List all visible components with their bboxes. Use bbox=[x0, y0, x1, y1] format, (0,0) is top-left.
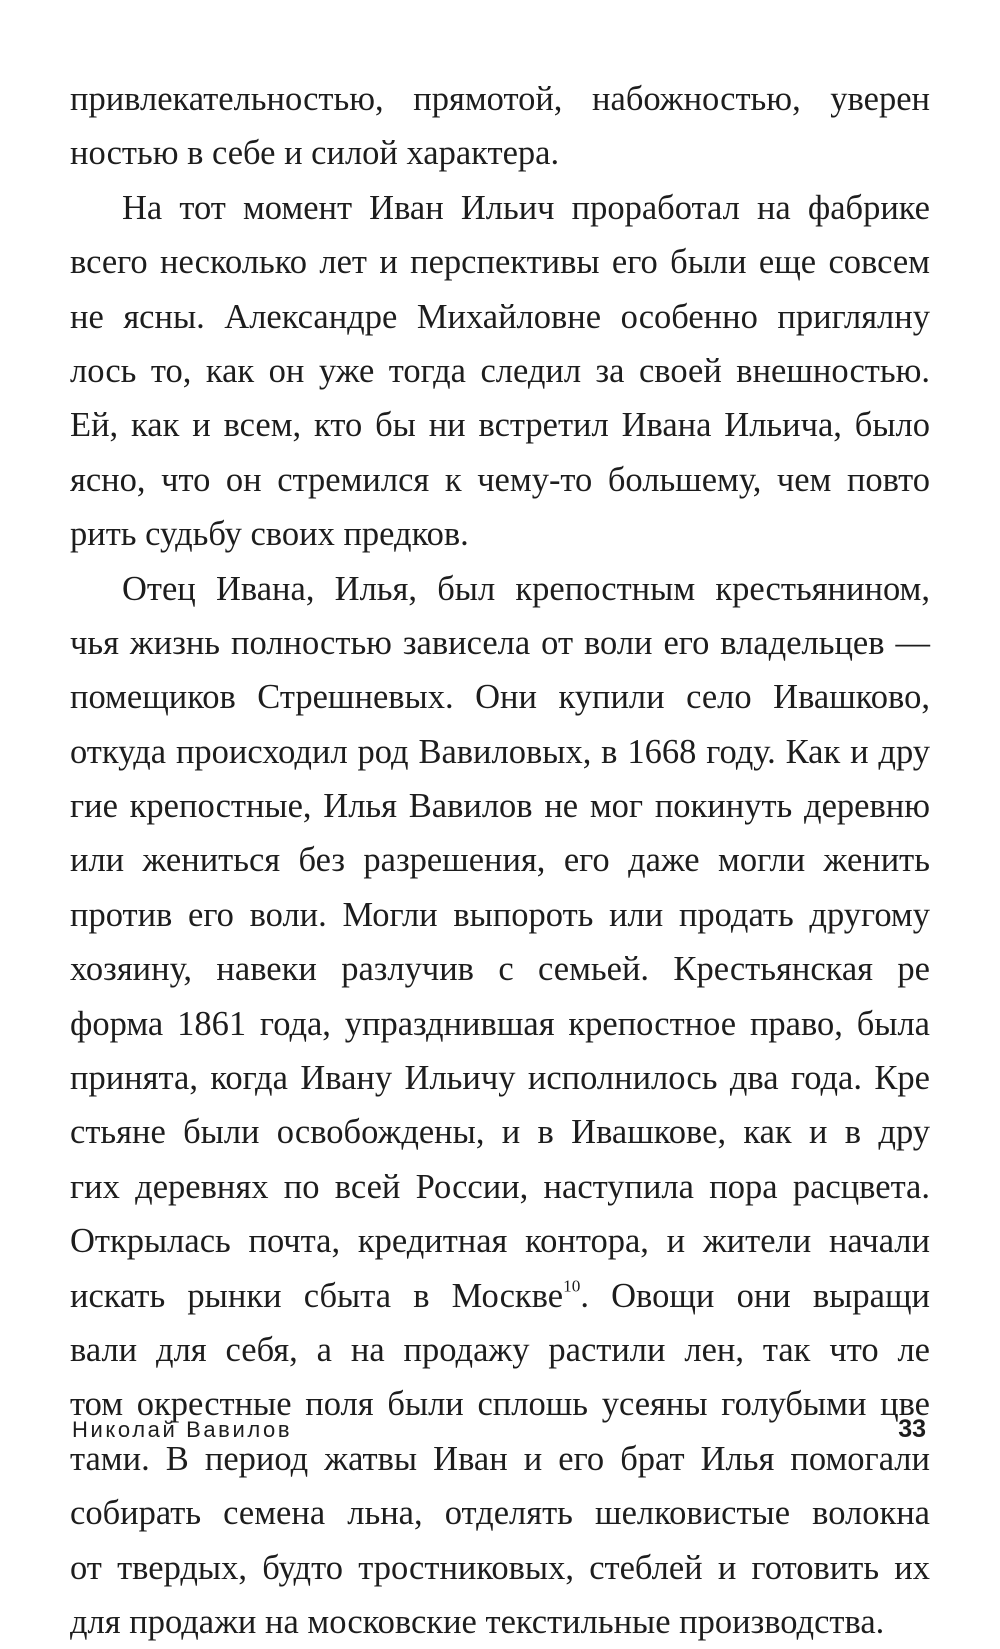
text-line: или жениться без разрешения, его даже могли женить bbox=[70, 841, 930, 880]
text-line: гие крепостные, Илья Вавилов не мог покинуть деревню bbox=[70, 787, 930, 826]
text-line: ясно, что он стремился к чему-то большему, чем повто bbox=[70, 460, 930, 499]
text-segment: искать рынки сбыта в Москве bbox=[70, 1276, 564, 1315]
body-text bbox=[70, 72, 930, 1649]
paragraph-1 bbox=[70, 72, 930, 181]
text-line: всего несколько лет и перспективы его были еще совсем bbox=[70, 243, 930, 282]
text-line-with-footnote bbox=[70, 1269, 930, 1323]
text-line: Ей, как и всем, кто бы ни встретил Ивана Ильича, было bbox=[70, 406, 930, 445]
text-line: том окрестные поля были сплошь усеяны голубыми цве bbox=[70, 1385, 930, 1424]
text-line: откуда происходил род Вавиловых, в 1668 году. Как и дру bbox=[70, 732, 930, 771]
text-line: собирать семена льна, отделять шелковистые волокна bbox=[70, 1494, 930, 1533]
text-line: стьяне были освобождены, и в Ивашкове, как и в дру bbox=[70, 1113, 930, 1152]
text-line: ностью в себе и силой характера. bbox=[70, 134, 560, 173]
text-line: помещиков Стрешневых. Они купили село Ивашково, bbox=[70, 678, 930, 717]
running-footer-title: Николай Вавилов bbox=[72, 1417, 293, 1442]
text-line: рить судьбу своих предков. bbox=[70, 515, 469, 554]
text-line: лось то, как он уже тогда следил за своей внешностью. bbox=[70, 351, 930, 390]
text-line: не ясны. Александре Михайловне особенно приглялну bbox=[70, 297, 930, 336]
text-line: принята, когда Ивану Ильичу исполнилось два года. Кре bbox=[70, 1059, 930, 1098]
text-line: гих деревнях по всей России, наступила пора расцвета. bbox=[70, 1167, 930, 1206]
text-line: против его воли. Могли выпороть или продать другому bbox=[70, 895, 930, 934]
paragraph-2 bbox=[70, 181, 930, 562]
text-line: вали для себя, а на продажу растили лен, так что ле bbox=[70, 1330, 930, 1369]
text-line: Открылась почта, кредитная контора, и жители начали bbox=[70, 1222, 930, 1261]
text-line: для продажи на московские текстильные производства. bbox=[70, 1602, 885, 1641]
text-segment: . Овощи они выращи bbox=[580, 1276, 930, 1315]
text-line: Отец Ивана, Илья, был крепостным крестьянином, bbox=[122, 569, 930, 608]
footnote-reference[interactable]: 10 bbox=[563, 1276, 581, 1296]
text-line: от твердых, будто тростниковых, стеблей и готовить их bbox=[70, 1548, 930, 1587]
text-line: тами. В период жатвы Иван и его брат Илья помогали bbox=[70, 1439, 930, 1478]
text-line: привлекательностью, прямотой, набожностью, уверен bbox=[70, 80, 930, 118]
text-line: чья жизнь полностью зависела от воли его владельцев — bbox=[70, 623, 930, 662]
text-line: На тот момент Иван Ильич проработал на фабрике bbox=[122, 188, 930, 227]
text-line: хозяину, навеки разлучив с семьей. Крестьянская ре bbox=[70, 950, 930, 989]
paragraph-3 bbox=[70, 562, 930, 1649]
page-number: 33 bbox=[898, 1415, 926, 1443]
text-line: форма 1861 года, упразднившая крепостное право, была bbox=[70, 1004, 930, 1043]
